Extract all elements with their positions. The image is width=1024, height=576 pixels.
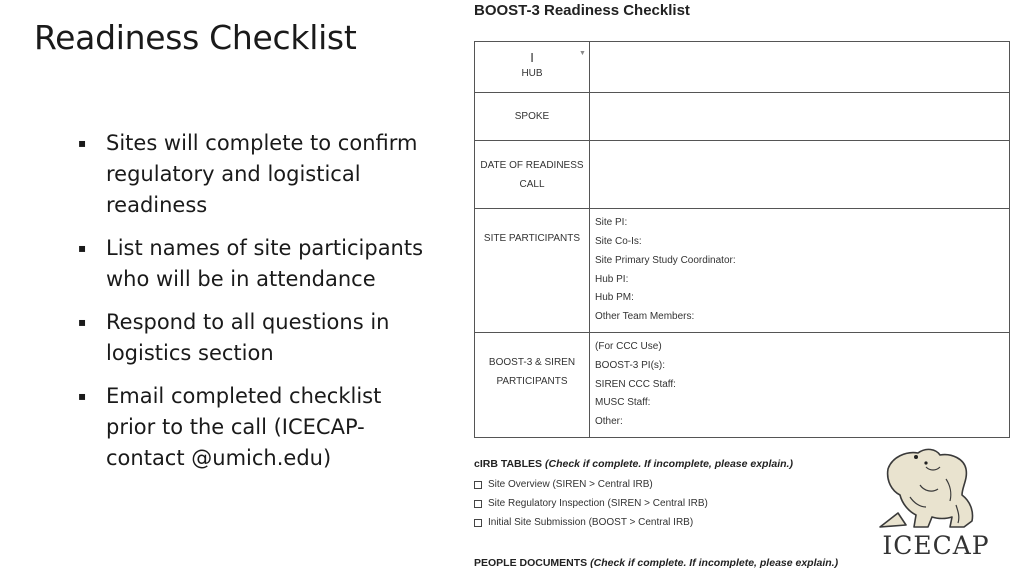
field-line: Hub PI: xyxy=(595,273,629,285)
field-line: (For CCC Use) xyxy=(595,341,662,352)
bullet-item: ▪ Email completed checklist prior to the call (ICECAP-contact @umich.edu) xyxy=(78,381,428,474)
field-line: Site Co-Is: xyxy=(595,235,642,247)
table-row xyxy=(475,333,1010,438)
bullet-marker: ▪ xyxy=(78,241,87,255)
slide-title: Readiness Checklist xyxy=(34,18,357,57)
field-line: SIREN CCC Staff: xyxy=(595,378,676,390)
row-value-spoke[interactable] xyxy=(590,93,1010,141)
field-line: Hub PM: xyxy=(595,292,634,304)
row-label-date: DATE OF READINESS CALL xyxy=(475,141,590,209)
text-cursor: I xyxy=(530,49,534,65)
dropdown-arrow-icon[interactable]: ▼ xyxy=(579,50,586,57)
field-line: Other: xyxy=(595,416,623,428)
table-row xyxy=(475,209,1010,333)
row-label-site-participants: SITE PARTICIPANTS xyxy=(475,209,590,333)
checklist-table xyxy=(474,41,1010,438)
bullet-item: ▪ List names of site participants who will be in attendance xyxy=(78,233,428,295)
row-value-hub[interactable] xyxy=(590,42,1010,93)
field-line: MUSC Staff: xyxy=(595,397,651,409)
row-label-spoke: SPOKE xyxy=(475,93,590,141)
field-line: Site Primary Study Coordinator: xyxy=(595,254,736,266)
checkbox-item[interactable]: Initial Site Submission (BOOST > Central IRB) xyxy=(474,513,708,532)
table-row xyxy=(475,42,1010,93)
bullet-item: ▪ Sites will complete to confirm regulatory and logistical readiness xyxy=(78,128,428,221)
row-label-hub: I HUB ▼ xyxy=(475,42,590,93)
icecap-logo xyxy=(866,445,1006,565)
row-label-boost-siren: BOOST-3 & SIREN PARTICIPANTS xyxy=(475,333,590,438)
bullet-item: ▪ Respond to all questions in logistics section xyxy=(78,307,428,369)
row-value-boost-siren[interactable] xyxy=(590,333,1010,438)
bullet-list xyxy=(78,128,428,486)
checklist-title: BOOST-3 Readiness Checklist xyxy=(474,2,690,19)
bullet-marker: ▪ xyxy=(78,389,87,403)
row-value-date[interactable] xyxy=(590,141,1010,209)
table-row xyxy=(475,141,1010,209)
bullet-marker: ▪ xyxy=(78,315,87,329)
checkbox-icon[interactable] xyxy=(474,519,482,527)
row-value-site-participants[interactable] xyxy=(590,209,1010,333)
bullet-marker: ▪ xyxy=(78,136,87,150)
field-line: Site PI: xyxy=(595,217,628,229)
field-line: BOOST-3 PI(s): xyxy=(595,359,666,371)
people-documents-heading: PEOPLE DOCUMENTS (Check if complete. If incomplete, please explain.) xyxy=(474,557,839,569)
cirb-checklist xyxy=(474,475,708,532)
checkbox-item[interactable]: Site Regulatory Inspection (SIREN > Central IRB) xyxy=(474,494,708,513)
checkbox-item[interactable]: Site Overview (SIREN > Central IRB) xyxy=(474,475,708,494)
field-line: Other Team Members: xyxy=(595,311,695,323)
polar-bear-icon xyxy=(866,445,1006,533)
checkbox-icon[interactable] xyxy=(474,481,482,489)
logo-text: ICECAP xyxy=(882,531,990,560)
checkbox-icon[interactable] xyxy=(474,500,482,508)
table-row xyxy=(475,93,1010,141)
cirb-heading: cIRB TABLES (Check if complete. If incomplete, please explain.) xyxy=(474,458,793,470)
